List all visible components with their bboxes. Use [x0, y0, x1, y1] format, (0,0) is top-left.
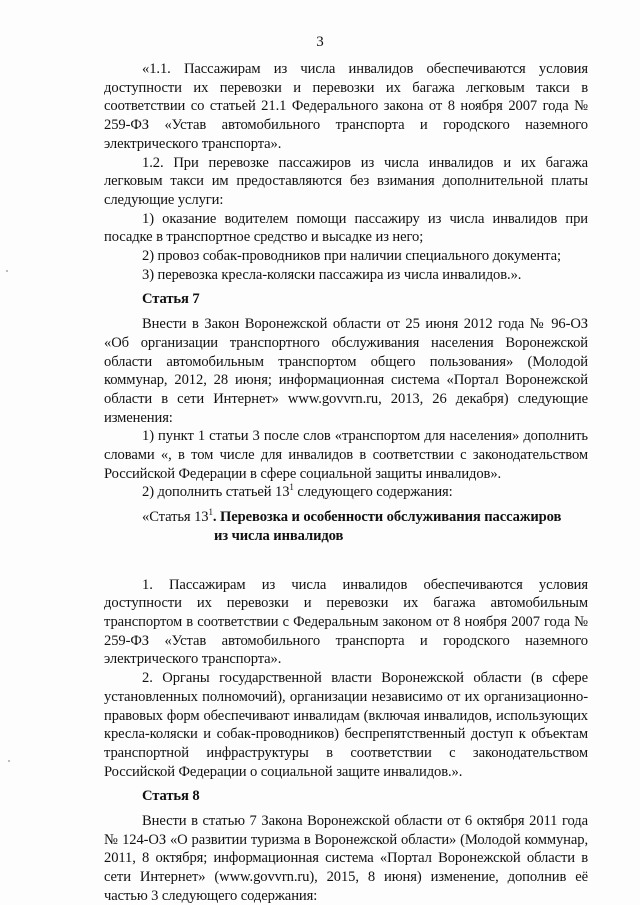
item-2-text-end: следующего содержания: [293, 484, 453, 501]
superscript: 1 [289, 482, 294, 493]
paragraph-1-1: «1.1. Пассажирам из числа инвалидов обеспечиваются условия доступности их перевозки и перевозки их багажа легковым такси в соответствии со статьей 21.1 Федерального закона от 8 ноября 2007 года № 259-ФЗ «Устав автомобильного транспорта и городского наземного электрического транспорта». [104, 61, 588, 152]
article-13-1-part-2: 2. Органы государственной власти Воронежской области (в сфере установленных полномочий), организации независимо от их организационно-правовых форм обеспечивают инвалидам (включая инвалидов, использующих кресла-коляски и собак-проводников) беспрепятственный доступ к объектам транспортной инфраструктуры в соответствии с законодательством Российской Федерации о социальной защите инвалидов.». [104, 670, 588, 780]
article-7-heading: Статья 7 [142, 291, 200, 308]
article-13-1-title: Перевозка и особенности обслуживания пассажиров [216, 509, 562, 526]
article-13-1-dot: . [212, 509, 217, 526]
page-number: 3 [316, 34, 324, 50]
spacer [104, 546, 588, 576]
list-item-1: 1) оказание водителем помощи пассажиру из числа инвалидов при посадке в транспортное средство и высадке из него; [104, 210, 588, 246]
article-13-1-lead: «Статья 13 [142, 509, 209, 526]
list-item-2: 2) провоз собак-проводников при наличии специального документа; [142, 248, 561, 265]
item-2-text: 2) дополнить статьей 13 [142, 484, 290, 501]
list-item-3: 3) перевозка кресла-коляски пассажира из числа инвалидов.». [142, 266, 522, 283]
article-7-item-1: 1) пункт 1 статьи 3 после слов «транспортом для населения» дополнить словами «, в том числе для инвалидов в соответствии с законодательством Российской Федерации в сфере социальной защиты инвалидов». [104, 428, 588, 482]
article-8-text: Внести в статью 7 Закона Воронежской области от 6 октября 2011 года № 124-ОЗ «О развитии туризма в Воронежской области» (Молодой коммунар, 2011, 8 октября; информационная система «Портал Воронежской области в сети Интернет» (www.govvrn.ru), 2015, 8 июня) изменение, дополнив её частью 3 следующего содержания: [104, 813, 588, 904]
article-13-1-heading [104, 508, 588, 545]
superscript: 1 [208, 507, 213, 518]
article-13-1-part-1: 1. Пассажирам из числа инвалидов обеспечиваются условия доступности их перевозки и перевозки их багажа автомобильным транспортом в соответствии с Федеральным законом от 8 ноября 2007 года № 259-ФЗ «Устав автомобильного транспорта и городского наземного электрического транспорта». [104, 576, 588, 668]
paragraph-1-2: 1.2. При перевозке пассажиров из числа инвалидов и их багажа легковым такси им предоставляются без взимания дополнительной платы следующие услуги: [104, 154, 588, 208]
document-body [104, 60, 588, 906]
article-7-item-2 [104, 483, 588, 502]
article-8-heading: Статья 8 [142, 788, 200, 805]
article-13-1-title-line2: из числа инвалидов [214, 527, 344, 544]
scan-speck [6, 270, 8, 272]
scan-speck [8, 760, 10, 762]
article-7-text: Внести в Закон Воронежской области от 25 июня 2012 года № 96-ОЗ «Об организации транспортного обслуживания населения Воронежской области автомобильным транспортом общего пользования» (Молодой коммунар, 2012, 28 июня; информационная система «Портал Воронежской области в сети Интернет» www.govvrn.ru, 2013, 26 декабря) следующие изменения: [104, 316, 588, 426]
